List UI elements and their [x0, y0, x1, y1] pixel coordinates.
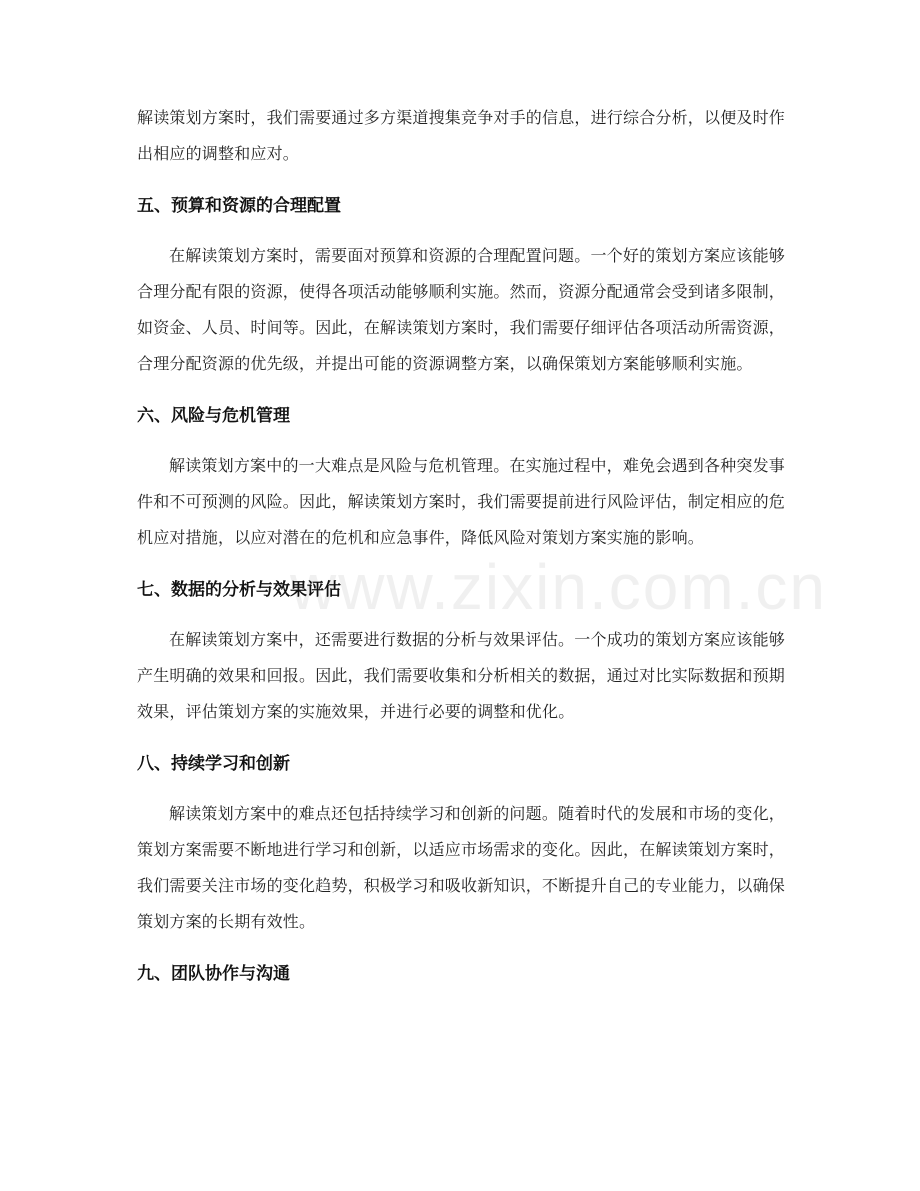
intro-paragraph: 解读策划方案时，我们需要通过多方渠道搜集竞争对手的信息，进行综合分析，以便及时作出相应的调整和应对。 [137, 108, 786, 163]
section-paragraph-7: 在解读策划方案中，还需要进行数据的分析与效果评估。一个成功的策划方案应该能够产生明确的效果和回报。因此，我们需要收集和分析相关的数据，通过对比实际数据和预期效果，评估策划方案的实施效果，并进行必要的调整和优化。 [137, 630, 786, 721]
section-heading-7: 七、数据的分析与效果评估 [137, 580, 341, 600]
section-paragraph-5: 在解读策划方案时，需要面对预算和资源的合理配置问题。一个好的策划方案应该能够合理分配有限的资源，使得各项活动能够顺利实施。然而，资源分配通常会受到诸多限制，如资金、人员、时间等。因此，在解读策划方案时，我们需要仔细评估各项活动所需资源，合理分配资源的优先级，并提出可能的资源调整方案，以确保策划方案能够顺利实施。 [137, 246, 786, 373]
document-body [137, 100, 785, 986]
section-heading-8: 八、持续学习和创新 [137, 754, 290, 774]
section-heading-6: 六、风险与危机管理 [137, 406, 290, 426]
section-heading-5: 五、预算和资源的合理配置 [137, 196, 341, 216]
watermark-text: www.zixin.com.cn [290, 551, 827, 623]
section-paragraph-8: 解读策划方案中的难点还包括持续学习和创新的问题。随着时代的发展和市场的变化，策划方案需要不断地进行学习和创新，以适应市场需求的变化。因此，在解读策划方案时，我们需要关注市场的变化趋势，积极学习和吸收新知识，不断提升自己的专业能力，以确保策划方案的长期有效性。 [137, 804, 786, 931]
section-heading-9: 九、团队协作与沟通 [137, 964, 290, 984]
section-paragraph-6: 解读策划方案中的一大难点是风险与危机管理。在实施过程中，难免会遇到各种突发事件和不可预测的风险。因此，解读策划方案时，我们需要提前进行风险评估，制定相应的危机应对措施，以应对潜在的危机和应急事件，降低风险对策划方案实施的影响。 [137, 456, 786, 547]
